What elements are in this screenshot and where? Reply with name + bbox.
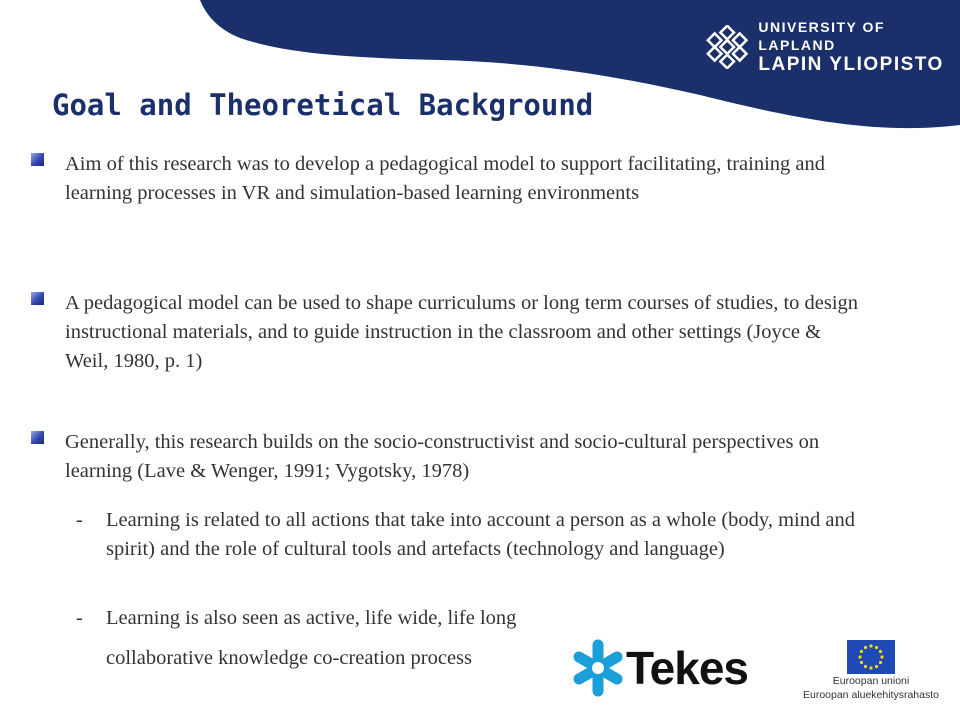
sub-item-text: Learning is also seen as active, life wide, life long	[106, 607, 517, 629]
university-name-en: UNIVERSITY OF LAPLAND	[758, 19, 885, 53]
tekes-logo	[572, 633, 772, 703]
slide-title: Goal and Theoretical Background	[52, 88, 594, 122]
bullet-item	[65, 428, 865, 486]
snowflake-icon	[706, 25, 748, 69]
square-bullet-icon	[31, 292, 44, 305]
sub-item	[76, 604, 896, 633]
bullet-item	[65, 150, 865, 208]
bullet-text: Aim of this research was to develop a pedagogical model to support facilitating, training and learning processes in VR and simulation-based learning environments	[65, 153, 825, 204]
tekes-wordmark: Tekes	[626, 642, 749, 694]
dash-marker: -	[76, 509, 83, 531]
square-bullet-icon	[31, 431, 44, 444]
bullet-text: A pedagogical model can be used to shape curriculums or long term courses of studies, to design instructional materials, and to guide instruction in the classroom and other settings (Joyce & Weil, 1980, p. 1)	[65, 292, 859, 372]
eu-logo	[796, 640, 946, 702]
bullet-text: Generally, this research builds on the socio-constructivist and socio-cultural perspectives on learning (Lave & Wenger, 1991; Vygotsky, 1978)	[65, 431, 820, 482]
sub-item-continuation: collaborative knowledge co-creation process	[106, 647, 472, 669]
university-logo	[706, 18, 960, 76]
eu-flag-icon	[847, 640, 895, 674]
tekes-star-icon	[572, 637, 624, 699]
sub-item	[76, 506, 896, 564]
eu-union-label: Euroopan unioni	[832, 675, 910, 687]
bullet-item	[65, 289, 865, 376]
eu-fund-label: Euroopan aluekehitysrahasto	[802, 689, 939, 701]
sub-item-text: Learning is related to all actions that take into account a person as a whole (body, mind and spirit) and the role of cultural tools and artefacts (technology and language)	[106, 509, 855, 560]
square-bullet-icon	[31, 153, 44, 166]
university-name-fi: LAPIN YLIOPISTO	[758, 54, 944, 75]
dash-marker: -	[76, 607, 83, 629]
